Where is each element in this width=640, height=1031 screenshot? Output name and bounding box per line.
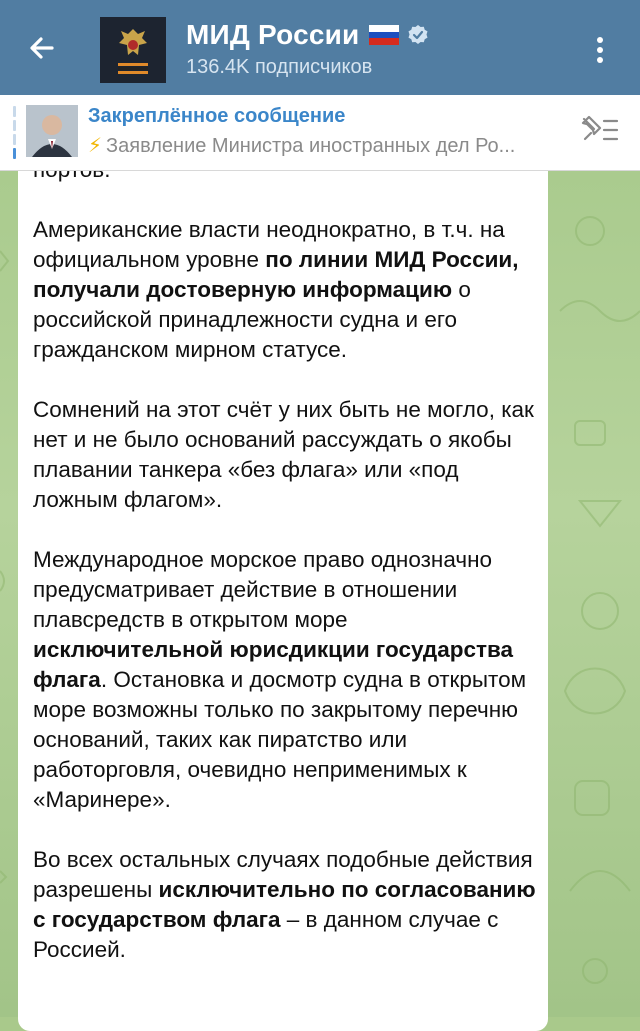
chat-header — [0, 0, 640, 95]
channel-avatar[interactable] — [100, 17, 166, 83]
verified-badge-icon — [407, 24, 429, 46]
message-paragraph-4: Во всех остальных случаях подобные действия разрешены исключительно по согласованию с государством флага – в данном случае с Россией. — [33, 847, 536, 962]
arrow-left-icon[interactable] — [22, 28, 62, 68]
message-paragraph-2: Сомнений на этот счёт у них быть не могло, как нет и не было оснований рассуждать о якобы плавании танкера «без флага» или «под ложным флагом». — [33, 397, 534, 512]
pin-list-icon[interactable] — [580, 113, 620, 147]
channel-name: МИД России — [186, 19, 360, 50]
pinned-message-bar[interactable] — [0, 95, 640, 171]
message-text — [33, 155, 543, 995]
message-paragraph-3: Международное морское право однозначно предусматривает действие в отношении плавсредств в открытом море исключительной юрисдикции государства флага. Остановка и досмотр судна в открытом море возможны только по закрытому перечню оснований, таких как пиратство или работорговля, очевидно неприменимых к «Маринере». — [33, 547, 527, 812]
russia-flag-icon — [369, 25, 399, 45]
message-paragraph-1: Американские власти неоднократно, в т.ч. на официальном уровне по линии МИД России, получали достоверную информацию о российской принадлежности судна и его гражданском мирном статусе. — [33, 217, 519, 362]
pinned-preview: ⚡ Заявление Министра иностранных дел Ро... — [88, 135, 516, 157]
pinned-title: Закреплённое сообщение — [88, 105, 346, 127]
more-vertical-icon[interactable] — [588, 33, 612, 67]
subscriber-count: 136.4K подписчиков — [186, 56, 373, 78]
pinned-thumbnail — [26, 105, 78, 157]
lightning-icon: ⚡ — [88, 135, 103, 157]
message-viewport[interactable] — [0, 171, 640, 1017]
pinned-indicator — [13, 106, 16, 158]
channel-title-row[interactable] — [186, 18, 429, 52]
